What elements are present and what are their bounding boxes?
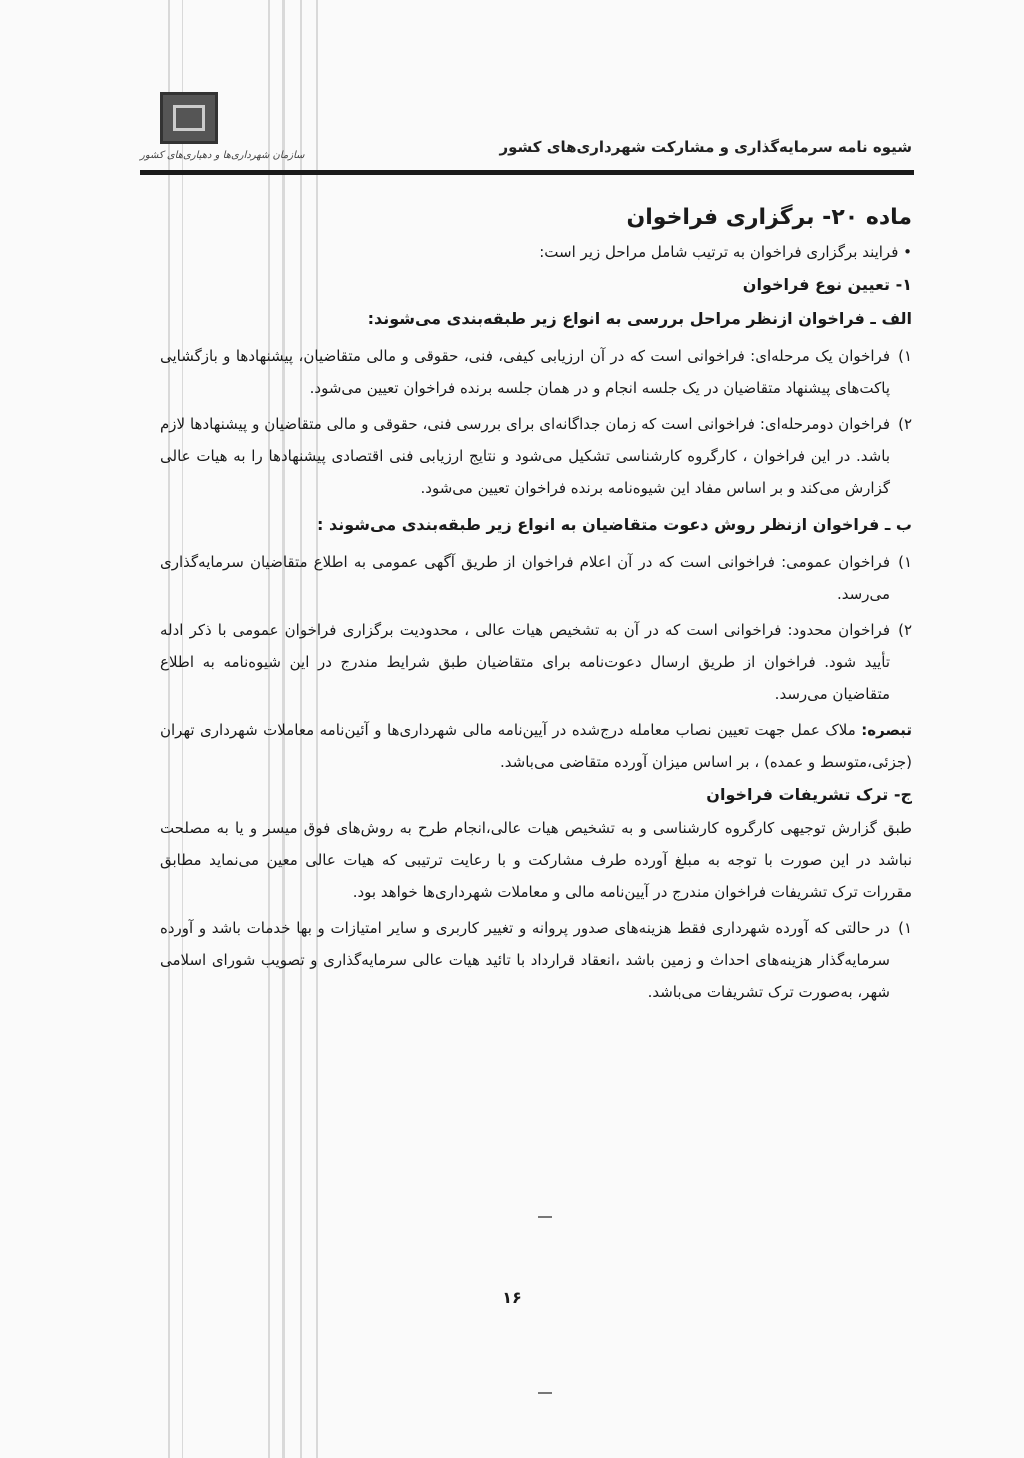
list-item [160,546,912,610]
list-item-number: ۲) [898,415,912,433]
jim-paragraph: طبق گزارش توجیهی کارگروه کارشناسی و به تشخیص هیات عالی،انجام طرح به روش‌های فوق میسر و یا به مصلحت نباشد در این صورت با توجه به مبلغ آورده طرف مشارکت و با رعایت ترتیبی که هیات عالی معین می‌نماید مطابق مقررات ترک تشریفات فراخوان مندرج در آیین‌نامه مالی و معاملات شهرداری‌ها خواهد بود. [160,819,912,901]
list-item-number: ۱) [898,919,912,937]
subsection-jim-heading: ج- ترک تشریفات فراخوان [706,785,912,804]
note-paragraph [160,714,912,778]
note-text: ملاک عمل جهت تعیین نصاب معامله درج‌شده در آیین‌نامه مالی شهرداری‌ها و آئین‌نامه معاملات شهرداری تهران (جزئی،متوسط و عمده) ، بر اساس میزان آورده متقاضی می‌باشد. [160,721,912,771]
decorative-dash [538,1216,552,1218]
article-title: ماده ۲۰- برگزاری فراخوان [626,205,912,230]
subsection-be-heading: ب ـ فراخوان ازنظر روش دعوت متقاضیان به انواع زیر طبقه‌بندی می‌شوند : [317,515,912,534]
list-item [160,912,912,1008]
list-item-number: ۱) [898,553,912,571]
article-body [160,205,912,1012]
page-number: ۱۶ [502,1288,522,1307]
decorative-dash [538,1392,552,1394]
logo-caption: سازمان شهرداری‌ها و دهیاری‌های کشور [140,150,305,161]
list-item [160,408,912,504]
list-item-text: فراخوان محدود: فراخوانی است که در آن به تشخیص هیات عالی ، محدودیت برگزاری فراخوان عمومی با ذکر ادله تأیید شود. فراخوان از طریق ارسال دعوت‌نامه برای متقاضیان طبق شرایط مندرج در این شیوه‌نامه به اطلاع متقاضیان می‌رسد. [160,621,890,703]
list-item-text: فراخوان عمومی: فراخوانی است که در آن اعلام فراخوان از طریق آگهی عمومی به اطلاع متقاضیان سرمایه‌گذاری می‌رسد. [160,553,890,603]
list-item-number: ۱) [898,347,912,365]
list-item-text: فراخوان یک مرحله‌ای: فراخوانی است که در آن ارزیابی کیفی، فنی، حقوقی و مالی متقاضیان، پیشنهادها و بازگشایی پاکت‌های پیشنهاد متقاضیان در یک جلسه انجام و در همان جلسه برنده فراخوان تعیین می‌شود. [160,347,890,397]
list-item-number: ۲) [898,621,912,639]
document-header-title: شیوه نامه سرمایه‌گذاری و مشارکت شهرداری‌های کشور [499,138,912,156]
list-item-text: در حالتی که آورده شهرداری فقط هزینه‌های صدور پروانه و تغییر کاربری و سایر امتیازات و بها خدمات باشد و آورده سرمایه‌گذار هزینه‌های احداث و زمین باشد ،انعقاد قرارداد با تائید هیات عالی سرمایه‌گذاری و تصویب شورای اسلامی شهر، به‌صورت ترک تشریفات می‌باشد. [160,919,890,1001]
subsection-alef-heading: الف ـ فراخوان ازنظر مراحل بررسی به انواع زیر طبقه‌بندی می‌شوند: [367,309,912,328]
list-item [160,340,912,404]
article-intro: • فرایند برگزاری فراخوان به ترتیب شامل مراحل زیر است: [539,243,912,261]
list-item [160,614,912,710]
organization-logo [160,92,218,144]
list-item-text: فراخوان دومرحله‌ای: فراخوانی است که زمان جداگانه‌ای برای بررسی فنی، حقوقی و مالی متقاضیان و پیشنهادها لازم باشد. در این فراخوان ، کارگروه کارشناسی تشکیل می‌شود و نتایج ارزیابی فنی اقتصادی پیشنهادها را به هیات عالی گزارش می‌کند و بر اساس مفاد این شیوه‌نامه برنده فراخوان تعیین می‌شود. [160,415,890,497]
note-label: تبصره: [861,721,912,739]
header-divider [140,170,914,175]
section-heading-type: ۱- تعیین نوع فراخوان [742,275,912,294]
